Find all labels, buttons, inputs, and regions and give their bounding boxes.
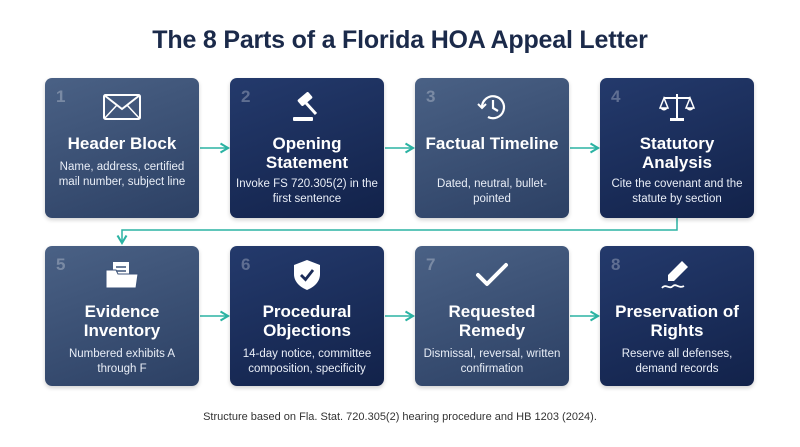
envelope-icon (45, 92, 199, 122)
card-subtitle: Invoke FS 720.305(2) in the first sentence (236, 178, 378, 205)
arrow-4-5 (122, 218, 677, 243)
card-subtitle: Name, address, certified mail number, subject line (58, 161, 186, 188)
card-subtitle: Numbered exhibits A through F (68, 348, 176, 375)
source-footnote: Structure based on Fla. Stat. 720.305(2) hearing procedure and HB 1203 (2024). (203, 411, 597, 423)
card-title: Procedural Objections (262, 302, 352, 340)
card-title: Opening Statement (265, 134, 349, 172)
step-number: 7 (426, 255, 436, 274)
card-title: Statutory Analysis (639, 134, 715, 172)
step-number: 8 (611, 255, 621, 274)
card-header-block (45, 78, 199, 218)
card-title: Header Block (67, 134, 177, 153)
clock-history-icon (415, 92, 569, 122)
shield-check-icon (230, 260, 384, 290)
card-subtitle: Reserve all defenses, demand records (621, 348, 733, 375)
step-number: 5 (56, 255, 66, 274)
card-opening-statement (230, 78, 384, 218)
card-title: Factual Timeline (425, 134, 559, 153)
step-number: 6 (241, 255, 251, 274)
card-evidence-inventory (45, 246, 199, 386)
step-number: 1 (56, 87, 66, 106)
page-title: The 8 Parts of a Florida HOA Appeal Letter (152, 26, 648, 54)
card-factual-timeline (415, 78, 569, 218)
gavel-icon (230, 92, 384, 122)
card-title: Preservation of Rights (615, 302, 739, 340)
scales-icon (600, 92, 754, 122)
checkmark-icon (415, 260, 569, 290)
folder-icon (45, 260, 199, 290)
card-subtitle: Dated, neutral, bullet-pointed (437, 178, 547, 205)
card-requested-remedy (415, 246, 569, 386)
step-number: 2 (241, 87, 251, 106)
card-subtitle: 14-day notice, committee composition, specificity (242, 348, 372, 375)
card-subtitle: Cite the covenant and the statute by section (611, 178, 743, 205)
pen-signature-icon (600, 260, 754, 290)
step-number: 4 (611, 87, 621, 106)
card-title: Evidence Inventory (83, 302, 161, 340)
card-statutory-analysis (600, 78, 754, 218)
card-preservation-of-rights (600, 246, 754, 386)
card-title: Requested Remedy (448, 302, 536, 340)
step-number: 3 (426, 87, 436, 106)
card-procedural-objections (230, 246, 384, 386)
card-subtitle: Dismissal, reversal, written confirmation (423, 348, 561, 375)
